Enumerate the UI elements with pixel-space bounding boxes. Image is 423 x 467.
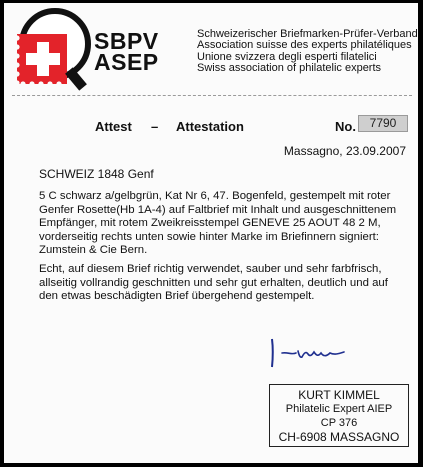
header-divider	[12, 95, 412, 96]
assoc-line-fr: Association suisse des experts philatéliques	[197, 39, 412, 52]
handwritten-signature	[266, 331, 356, 371]
stamp-po-box: CP 376	[320, 417, 358, 429]
description-paragraph: 5 C schwarz a/gelbgrün, Kat Nr 6, 47. Bogenfeld, gestempelt mit roter Genfer Rosette(Hb 1A-4) auf Faltbrief mit Inhalt und ausgeschnittenem Empfänger, mit rotem Zweikreisstempel GENEVE 25 AOUT 48 2 M, vorderseitig rechts unten sowie hinter Marke im Briefinnern signiert: Zumstein & Cie Bern.	[39, 190, 397, 256]
opinion-paragraph: Echt, auf diesem Brief richtig verwendet, sauber und sehr farbfrisch, allseitig vollrandig geschnitten und sehr gut erhalten, deutlich und auf den etwas beschädigten Brief übergehend gestempelt.	[39, 263, 388, 302]
abbr-sbpv: SBPV	[94, 28, 159, 54]
certificate-number: 7790	[358, 115, 408, 132]
abbr-asep: ASEP	[94, 49, 159, 75]
stamp-name: KURT KIMMEL	[298, 388, 380, 402]
assoc-line-it: Unione svizzera degli esperti filatelici	[197, 50, 377, 63]
attest-label: Attest	[95, 119, 132, 134]
stamp-city: CH-6908 MASSAGNO	[278, 430, 400, 444]
number-label: No.	[335, 119, 356, 134]
attestation-label: Attestation	[176, 119, 244, 134]
sbpv-logo-icon	[9, 6, 91, 92]
assoc-line-en: Swiss association of philatelic experts	[197, 62, 382, 75]
brand-abbreviation	[94, 28, 159, 75]
expert-stamp	[269, 384, 409, 447]
date-line: Massagno, 23.09.2007	[283, 144, 406, 158]
certificate-sheet	[4, 3, 418, 463]
title-dash: –	[151, 119, 159, 134]
assoc-line-de: Schweizerischer Briefmarken-Prüfer-Verband	[197, 28, 418, 40]
country-line: SCHWEIZ 1848 Genf	[39, 167, 154, 181]
association-names	[197, 29, 418, 75]
stamp-title: Philatelic Expert AIEP	[285, 403, 393, 415]
